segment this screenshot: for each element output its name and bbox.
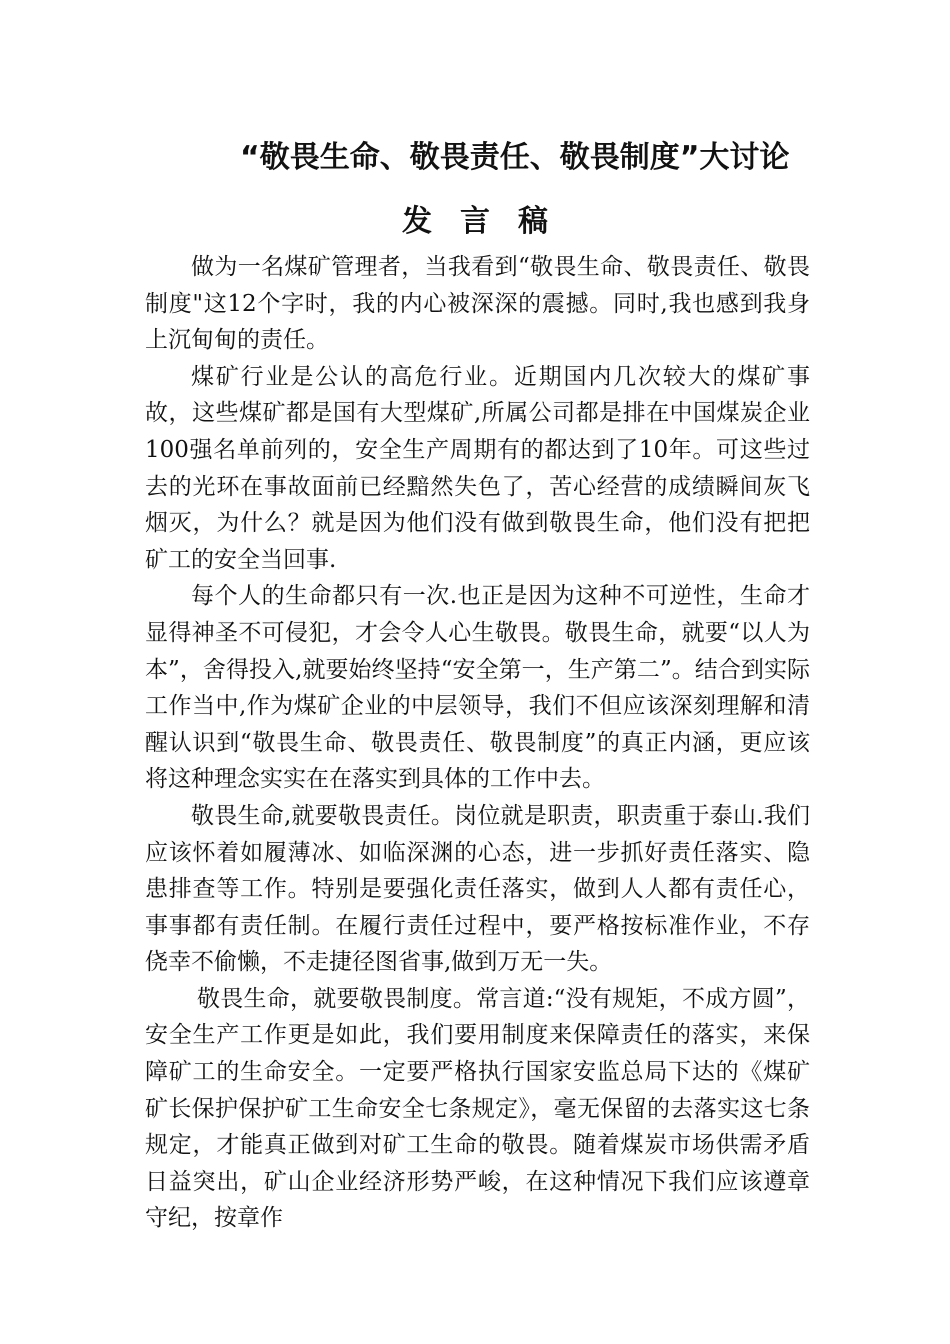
paragraph: 敬畏生命,就要敬畏责任。岗位就是职责，职责重于泰山.我们应该怀着如履薄冰、如临深渊的心态，进一步抓好责任落实、隐患排查等工作。特别是要强化责任落实，做到人人都有责任心，事事都有责任制。在履行责任过程中，要严格按标准作业，不存侥幸不偷懒，不走捷径图省事,做到万无一失。 <box>145 802 810 976</box>
paragraph: 每个人的生命都只有一次.也正是因为这种不可逆性，生命才显得神圣不可侵犯，才会令人心生敬畏。敬畏生命，就要“以人为本”，舍得投入,就要始终坚持“安全第一，生产第二”。结合到实际工作当中,作为煤矿企业的中层领导，我们不但应该深刻理解和清醒认识到“敬畏生命、敬畏责任、敬畏制度”的真正内涵，更应该将这种理念实实在在落实到具体的工作中去。 <box>145 583 810 793</box>
paragraph: 做为一名煤矿管理者，当我看到“敬畏生命、敬畏责任、敬畏制度"这12个字时，我的内心被深深的震撼。同时,我也感到我身上沉甸甸的责任。 <box>145 254 810 354</box>
paragraph: 煤矿行业是公认的高危行业。近期国内几次较大的煤矿事故，这些煤矿都是国有大型煤矿,所属公司都是排在中国煤炭企业100强名单前列的，安全生产周期有的都达到了10年。可这些过去的光环在事故面前已经黯然失色了，苦心经营的成绩瞬间灰飞烟灭，为什么？就是因为他们没有做到敬畏生命，他们没有把把矿工的安全当回事. <box>145 363 810 573</box>
document-body <box>145 249 810 1237</box>
document-subtitle: 发言稿 <box>402 204 576 239</box>
paragraph: 敬畏生命，就要敬畏制度。常言道:“没有规矩，不成方圆”，安全生产工作更是如此，我们要用制度来保障责任的落实，来保障矿工的生命安全。一定要严格执行国家安监总局下达的《煤矿矿长保护保护矿工生命安全七条规定》，毫无保留的去落实这七条规定，才能真正做到对矿工生命的敬畏。随着煤炭市场供需矛盾日益突出，矿山企业经济形势严峻，在这种情况下我们应该遵章守纪，按章作 <box>145 985 810 1232</box>
document-title: “敬畏生命、敬畏责任、敬畏制度”大讨论 <box>240 140 790 175</box>
